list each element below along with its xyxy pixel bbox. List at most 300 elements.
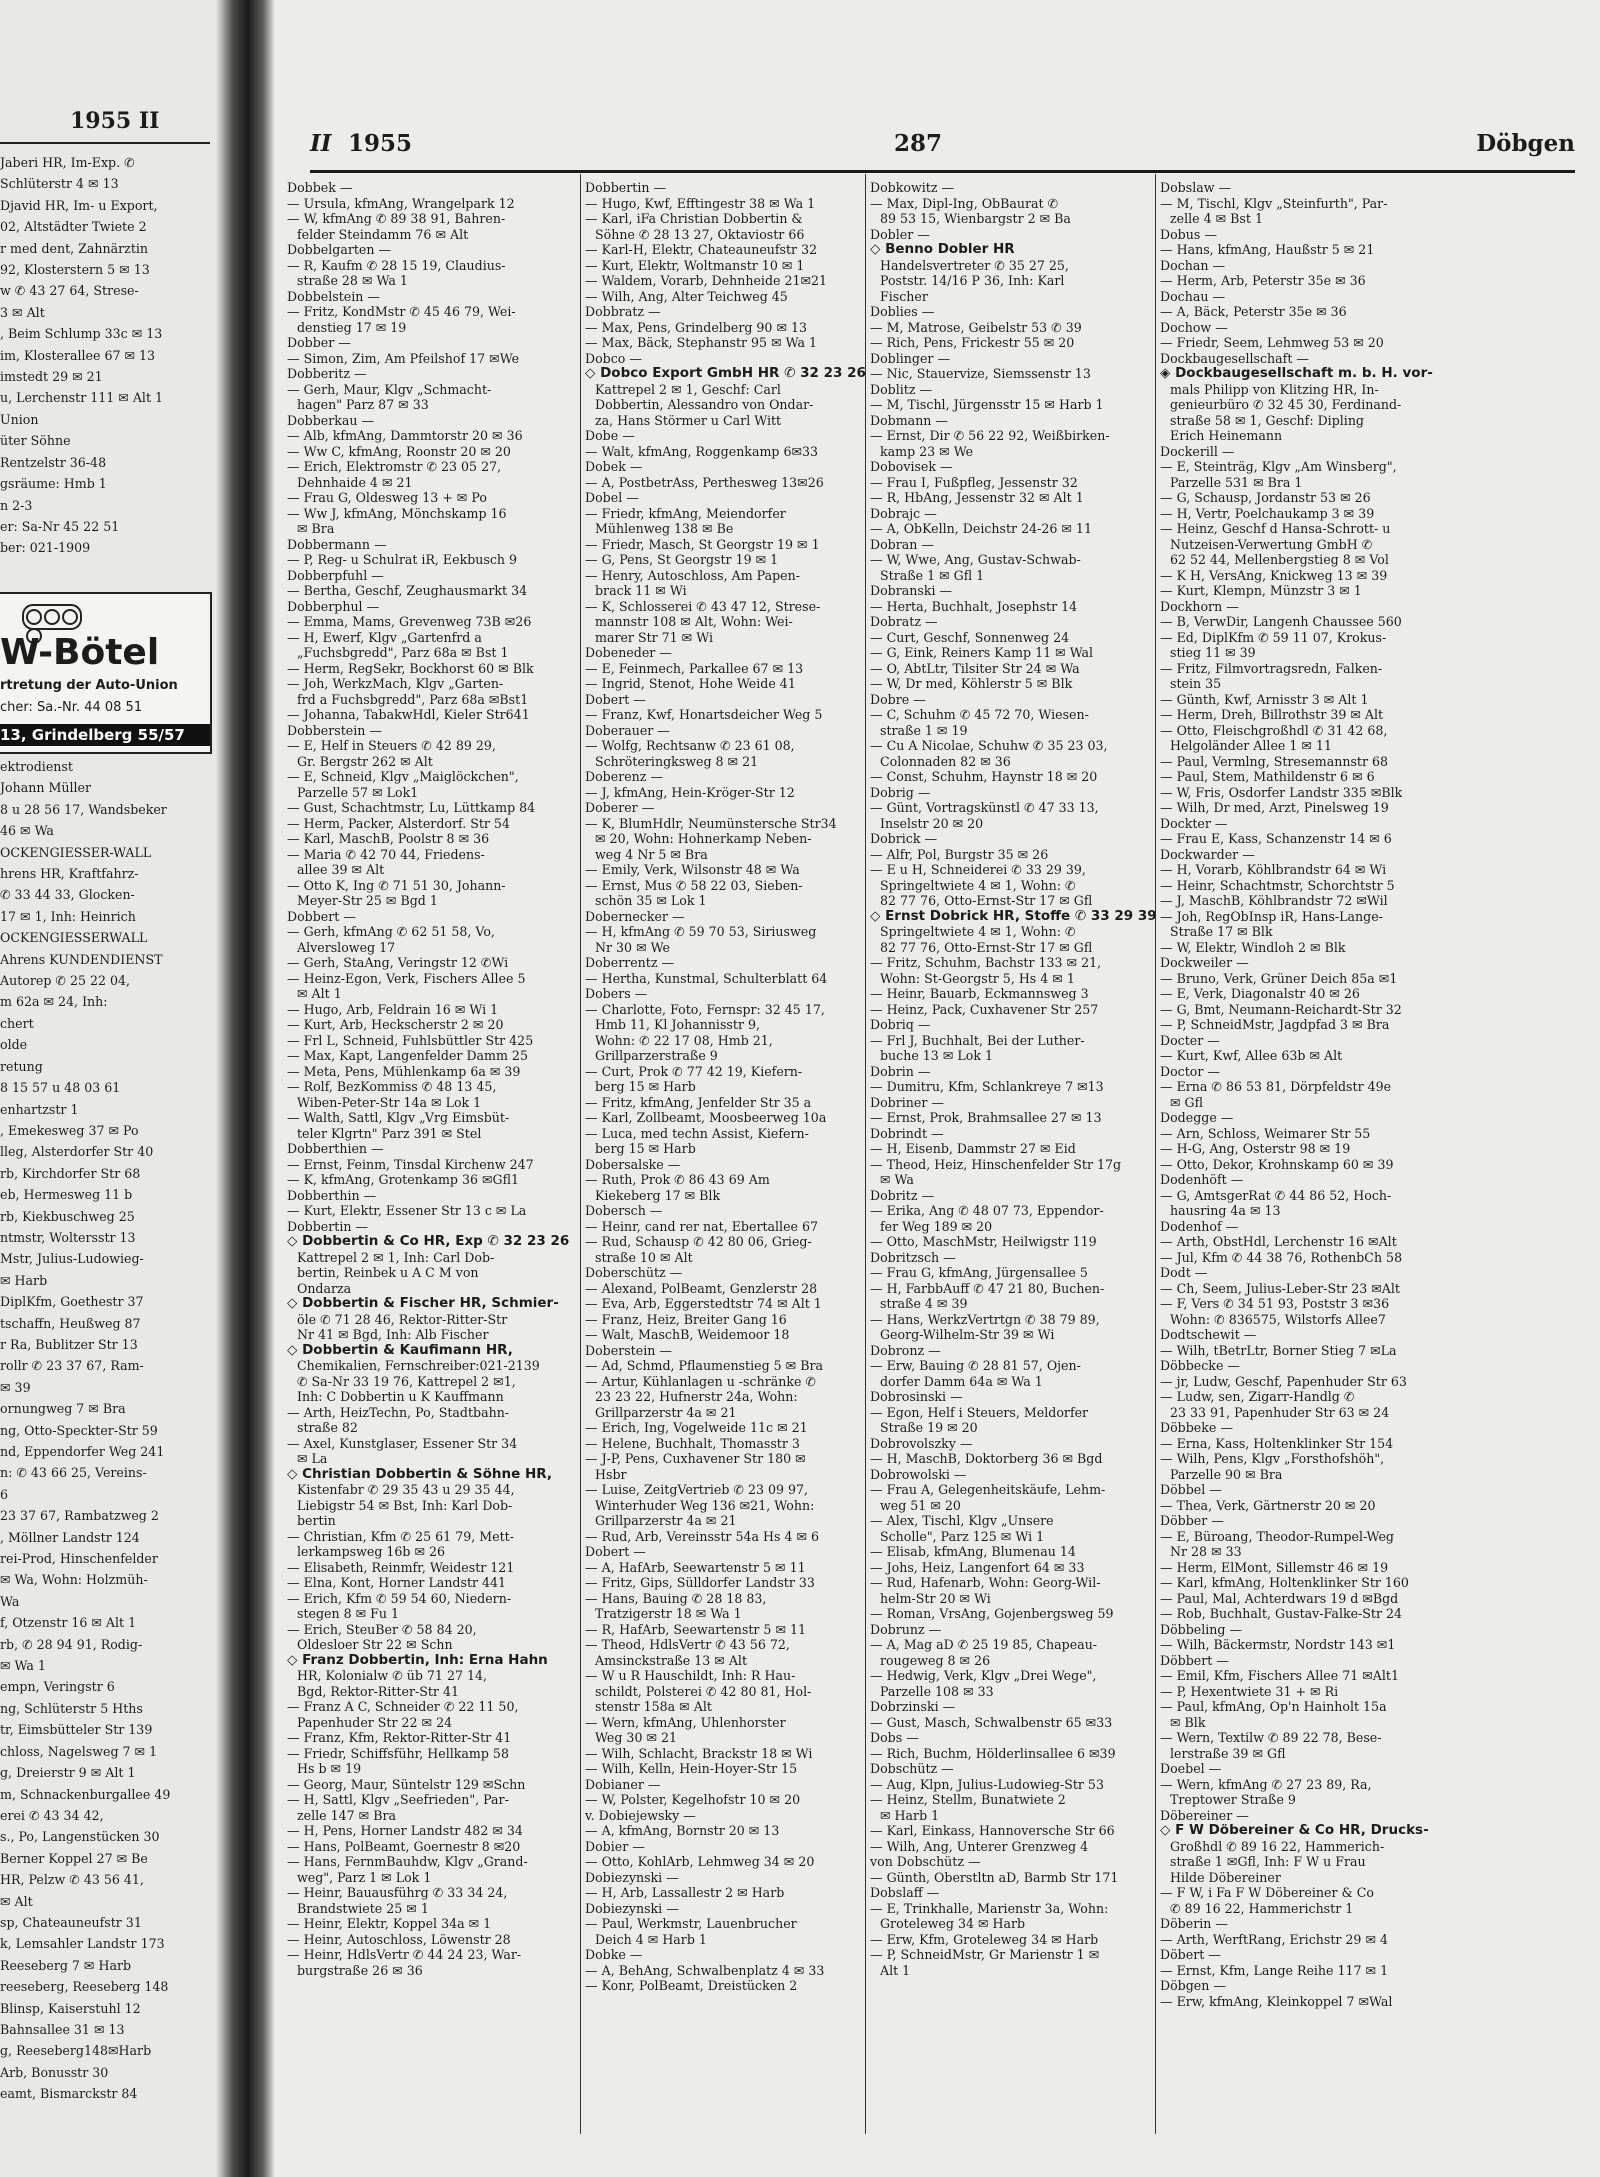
directory-column-3: [870, 180, 1160, 2130]
directory-entry-line: — Ernst, Feinm, Tinsdal Kirchenw 247: [287, 1156, 534, 1172]
directory-entry-line: — Kurt, Kwf, Allee 63b ✉ Alt: [1160, 1048, 1343, 1063]
directory-entry-line: — Fritz, KondMstr ✆ 45 46 79, Wei-: [287, 304, 516, 319]
directory-entry-line: Weg 30 ✉ 21: [595, 1730, 678, 1745]
directory-entry-line: — Otto, Dekor, Krohnskamp 60 ✉ 39: [1160, 1156, 1394, 1172]
directory-entry-line: Alt 1: [880, 1962, 911, 1978]
directory-entry-line: — A, ObKelln, Deichstr 24-26 ✉ 11: [870, 521, 1092, 536]
directory-entry-line: — Ursula, kfmAng, Wrangelpark 12: [287, 195, 515, 211]
directory-entry-line: Treptower Straße 9: [1170, 1792, 1296, 1807]
ad-company-name: W-Bötel: [0, 632, 160, 673]
directory-entry-line: ◇ Christian Dobbertin & Söhne HR,: [287, 1466, 553, 1482]
directory-entry-line: — Heinr, Bauausführg ✆ 33 34 24,: [287, 1885, 508, 1900]
directory-entry-line: olde: [0, 1037, 28, 1053]
directory-entry-line: — Arth, ObstHdl, Lerchenstr 16 ✉Alt: [1160, 1234, 1397, 1249]
directory-entry-line: — Herm, Dreh, Billrothstr 39 ✉ Alt: [1160, 707, 1384, 722]
directory-entry-line: stieg 11 ✉ 39: [1170, 645, 1256, 660]
directory-entry-line: Bgd, Rektor-Ritter-Str 41: [297, 1683, 459, 1699]
directory-entry-line: kamp 23 ✉ We: [880, 443, 974, 459]
directory-entry-line: weg 51 ✉ 20: [880, 1497, 961, 1513]
directory-entry-line: — Rud, Schausp ✆ 42 80 06, Grieg-: [585, 1234, 812, 1249]
directory-entry-line: — Friedr, Seem, Lehmweg 53 ✉ 20: [1160, 335, 1384, 350]
directory-entry-line: — E u H, Schneiderei ✆ 33 29 39,: [870, 862, 1086, 877]
directory-entry-line: — Hertha, Kunstmal, Schulterblatt 64: [585, 970, 828, 986]
directory-entry-line: DiplKfm, Goethestr 37: [0, 1294, 144, 1310]
directory-entry-line: — Ludw, sen, Zigarr-Handlg ✆: [1160, 1389, 1355, 1404]
directory-entry-line: — Frau G, Oldesweg 13 + ✉ Po: [287, 490, 487, 505]
directory-entry-line: — Roman, VrsAng, Gojenbergsweg 59: [870, 1606, 1114, 1621]
directory-entry-line: Autorep ✆ 25 22 04,: [0, 973, 131, 989]
directory-entry-line: — W, Wwe, Ang, Gustav-Schwab-: [870, 552, 1081, 567]
directory-entry-line: Dobre —: [870, 691, 926, 707]
directory-entry-line: ber: 021-1909: [0, 540, 91, 556]
directory-entry-line: — Hans, Bauing ✆ 28 18 83,: [585, 1590, 767, 1606]
directory-entry-line: im, Klosterallee 67 ✉ 13: [0, 347, 156, 363]
directory-entry-line: chloss, Nagelsweg 7 ✉ 1: [0, 1743, 158, 1759]
directory-entry-line: — Karl, kfmAng, Holtenklinker Str 160: [1160, 1575, 1409, 1590]
directory-entry-line: — Gerh, Maur, Klgv „Schmacht-: [287, 381, 492, 397]
directory-entry-line: — Walt, MaschB, Weidemoor 18: [585, 1327, 790, 1342]
directory-entry-line: — Hugo, Kwf, Efftingestr 38 ✉ Wa 1: [585, 195, 816, 211]
directory-entry-line: Parzelle 108 ✉ 33: [880, 1683, 994, 1699]
directory-entry-line: — E, Trinkhalle, Marienstr 3a, Wohn:: [870, 1900, 1109, 1916]
directory-entry-line: — Friedr, Masch, St Georgstr 19 ✉ 1: [585, 536, 820, 552]
directory-entry-line: Doberauer —: [585, 722, 670, 738]
directory-entry-line: — Cu A Nicolae, Schuhw ✆ 35 23 03,: [870, 738, 1108, 753]
directory-entry-line: Dobrzinski —: [870, 1699, 956, 1714]
directory-entry-line: Deich 4 ✉ Harb 1: [595, 1931, 707, 1947]
directory-entry-line: rollr ✆ 23 37 67, Ram-: [0, 1358, 144, 1374]
directory-entry-line: Djavid HR, Im- u Export,: [0, 197, 158, 213]
directory-entry-line: — Fritz, Filmvortragsredn, Falken-: [1160, 660, 1383, 676]
directory-entry-line: Doberenz —: [585, 769, 664, 784]
directory-entry-line: — H, Eisenb, Dammstr 27 ✉ Eid: [870, 1141, 1076, 1156]
directory-entry-line: — Bertha, Geschf, Zeughausmarkt 34: [287, 583, 528, 598]
directory-entry-line: — C, Schuhm ✆ 45 72 70, Wiesen-: [870, 707, 1089, 722]
directory-entry-line: — J, MaschB, Köhlbrandstr 72 ✉Wil: [1160, 893, 1388, 908]
directory-entry-line: — Max, Kapt, Langenfelder Damm 25: [287, 1048, 528, 1063]
directory-entry-line: Dobritz —: [870, 1187, 935, 1203]
directory-entry-line: Hmb 11, Kl Johannisstr 9,: [595, 1017, 760, 1032]
directory-entry-line: ✆ Sa-Nr 33 19 76, Kattrepel 2 ✉1,: [297, 1373, 516, 1389]
directory-entry-line: von Dobschütz —: [870, 1854, 981, 1869]
directory-entry-line: schildt, Polsterei ✆ 42 80 81, Hol-: [595, 1683, 812, 1699]
directory-entry-line: berg 15 ✉ Harb: [595, 1141, 696, 1156]
directory-entry-line: Bahnsallee 31 ✉ 13: [0, 2021, 125, 2037]
directory-entry-line: ✉ Alt 1: [297, 986, 342, 1001]
directory-entry-line: — Hedwig, Verk, Klgv „Drei Wege",: [870, 1668, 1097, 1683]
directory-entry-line: Dobschütz —: [870, 1761, 954, 1776]
directory-entry-line: eb, Hermesweg 11 b: [0, 1187, 133, 1203]
directory-entry-line: Nr 30 ✉ We: [595, 939, 670, 955]
directory-entry-line: — M, Matrose, Geibelstr 53 ✆ 39: [870, 319, 1082, 335]
directory-entry-line: — Frl J, Buchhalt, Bei der Luther-: [870, 1032, 1085, 1048]
directory-entry-line: — Herm, RegSekr, Bockhorst 60 ✉ Blk: [287, 660, 534, 676]
directory-entry-line: Hilde Döbereiner: [1170, 1869, 1281, 1885]
directory-entry-line: Meyer-Str 25 ✉ Bgd 1: [297, 893, 438, 908]
directory-entry-line: — Thea, Verk, Gärtnerstr 20 ✉ 20: [1160, 1497, 1376, 1513]
directory-entry-line: Dobianer —: [585, 1776, 661, 1792]
directory-entry-line: Chemikalien, Fernschreiber:021-2139: [297, 1358, 540, 1373]
directory-entry-line: — Konr, PolBeamt, Dreistücken 2: [585, 1978, 798, 1993]
directory-entry-line: — Heinr, Bauarb, Eckmannsweg 3: [870, 986, 1089, 1001]
directory-entry-line: — Curt, Prok ✆ 77 42 19, Kiefern-: [585, 1063, 803, 1079]
directory-entry-line: Dodenhof —: [1160, 1218, 1239, 1234]
directory-entry-line: — O, AbtLtr, Tilsiter Str 24 ✉ Wa: [870, 660, 1080, 676]
directory-entry-line: Reeseberg 7 ✉ Harb: [0, 1957, 132, 1973]
directory-entry-line: imstedt 29 ✉ 21: [0, 369, 103, 385]
directory-entry-line: weg", Parz 1 ✉ Lok 1: [297, 1869, 432, 1885]
auto-union-ad: [0, 592, 212, 754]
directory-entry-line: Dobrin —: [870, 1063, 931, 1079]
directory-entry-line: straße 58 ✉ 1, Geschf: Dipling: [1170, 412, 1364, 428]
ad-subtitle: rtretung der Auto-Union: [0, 678, 178, 693]
directory-entry-line: — G, Bmt, Neumann-Reichardt-Str 32: [1160, 1001, 1402, 1017]
directory-entry-line: — Kurt, Elektr, Essener Str 13 c ✉ La: [287, 1203, 527, 1218]
directory-entry-line: erei ✆ 43 34 42,: [0, 1807, 104, 1823]
directory-entry-line: , Emekesweg 37 ✉ Po: [0, 1122, 139, 1138]
directory-entry-line: Dobber —: [287, 335, 351, 350]
directory-entry-line: ✆ 33 44 33, Glocken-: [0, 887, 135, 903]
directory-entry-line: brack 11 ✉ Wi: [595, 583, 687, 598]
directory-entry-line: Dobran —: [870, 536, 934, 552]
directory-entry-line: 8 15 57 u 48 03 61: [0, 1080, 121, 1096]
directory-entry-line: — F W, i Fa F W Döbereiner & Co: [1160, 1885, 1374, 1900]
directory-entry-line: „Fuchsbgredd", Parz 68a ✉ Bst 1: [297, 645, 509, 660]
directory-entry-line: — Erika, Ang ✆ 48 07 73, Eppendor-: [870, 1203, 1104, 1218]
directory-entry-line: — E, Helf in Steuers ✆ 42 89 29,: [287, 738, 496, 753]
directory-entry-line: — Arth, HeizTechn, Po, Stadtbahn-: [287, 1404, 510, 1420]
left-page-entries-top: [0, 152, 212, 559]
header-keyword: Döbgen: [1476, 130, 1575, 157]
directory-entry-line: mannstr 108 ✉ Alt, Wohn: Wei-: [595, 614, 793, 629]
directory-entry-line: Springeltwiete 4 ✉ 1, Wohn: ✆: [880, 877, 1076, 893]
directory-entry-line: — Hans, WerkzVertrtgn ✆ 38 79 89,: [870, 1311, 1100, 1327]
directory-entry-line: Wohn: ✆ 836575, Wilstorfs Allee7: [1170, 1311, 1386, 1327]
directory-entry-line: — K, BlumHdlr, Neumünstersche Str34: [585, 815, 837, 831]
directory-column-4: [1160, 180, 1450, 2130]
directory-entry-line: — E, Schneid, Klgv „Maiglöckchen",: [287, 769, 519, 784]
directory-entry-line: Dobco —: [585, 350, 642, 366]
directory-entry-line: — Meta, Pens, Mühlenkamp 6a ✉ 39: [287, 1063, 521, 1079]
directory-entry-line: Doberrentz —: [585, 955, 675, 970]
directory-entry-line: Dobratz —: [870, 614, 938, 629]
directory-entry-line: OCKENGIESSERWALL: [0, 930, 148, 946]
directory-entry-line: — Otto K, Ing ✆ 71 51 30, Johann-: [287, 877, 506, 893]
directory-entry-line: — Walt, kfmAng, Roggenkamp 6✉33: [585, 443, 819, 459]
directory-entry-line: Söhne ✆ 28 13 27, Oktaviostr 66: [595, 226, 805, 242]
directory-entry-line: — Wilh, Bäckermstr, Nordstr 143 ✉1: [1160, 1637, 1396, 1652]
directory-entry-line: — Wolfg, Rechtsanw ✆ 23 61 08,: [585, 738, 795, 753]
directory-entry-line: — Heinr, Autoschloss, Löwenstr 28: [287, 1931, 511, 1947]
directory-entry-line: — Georg, Maur, Süntelstr 129 ✉Schn: [287, 1776, 526, 1792]
directory-entry-line: — Alb, kfmAng, Dammtorstr 20 ✉ 36: [287, 428, 523, 443]
directory-entry-line: hausring 4a ✉ 13: [1170, 1203, 1281, 1218]
directory-entry-line: Ahrens KUNDENDIENST: [0, 951, 163, 967]
directory-entry-line: — Ernst, Dir ✆ 56 22 92, Weißbirken-: [870, 428, 1110, 443]
directory-entry-line: Grillparzerstr 4a ✉ 21: [595, 1513, 737, 1528]
directory-entry-line: — Heinz, Geschf d Hansa-Schrott- u: [1160, 521, 1391, 536]
directory-entry-line: Doblinger —: [870, 350, 951, 366]
directory-entry-line: empn, Veringstr 6: [0, 1679, 115, 1695]
directory-entry-line: — Hugo, Arb, Feldrain 16 ✉ Wi 1: [287, 1001, 499, 1017]
directory-entry-line: — Aug, Klpn, Julius-Ludowieg-Str 53: [870, 1776, 1104, 1792]
directory-entry-line: Grillparzerstraße 9: [595, 1048, 718, 1063]
directory-entry-line: Döbber —: [1160, 1513, 1224, 1528]
directory-entry-line: — A, kfmAng, Bornstr 20 ✉ 13: [585, 1823, 780, 1838]
directory-entry-line: Dobke —: [585, 1947, 643, 1962]
directory-entry-line: — Alex, Tischl, Klgv „Unsere: [870, 1513, 1054, 1528]
directory-entry-line: Dobmann —: [870, 412, 949, 428]
directory-entry-line: — Paul, Werkmstr, Lauenbrucher: [585, 1916, 797, 1931]
directory-entry-line: Dobert —: [585, 1544, 646, 1559]
directory-entry-line: — W, Elektr, Windloh 2 ✉ Blk: [1160, 939, 1346, 955]
directory-entry-line: r Ra, Bublitzer Str 13: [0, 1336, 138, 1352]
directory-entry-line: ✉ Harb 1: [880, 1807, 940, 1823]
directory-entry-line: rb, ✆ 28 94 91, Rodig-: [0, 1636, 143, 1652]
directory-entry-line: Georg-Wilhelm-Str 39 ✉ Wi: [880, 1327, 1055, 1342]
directory-entry-line: — Karl, Einkass, Hannoversche Str 66: [870, 1823, 1115, 1838]
directory-entry-line: Dobeneder —: [585, 645, 672, 660]
directory-entry-line: Doberstein —: [585, 1342, 672, 1358]
directory-entry-line: — Simon, Zim, Am Pfeilshof 17 ✉We: [287, 350, 520, 366]
left-page-header: 1955 II: [70, 108, 160, 134]
directory-entry-line: — Frau E, Kass, Schanzenstr 14 ✉ 6: [1160, 831, 1392, 846]
directory-entry-line: Nutzeisen-Verwertung GmbH ✆: [1170, 536, 1373, 552]
directory-entry-line: — Friedr, kfmAng, Meiendorfer: [585, 505, 786, 521]
directory-entry-line: — Charlotte, Foto, Fernspr: 32 45 17,: [585, 1001, 825, 1017]
directory-entry-line: straße 1 ✉ 19: [880, 722, 968, 738]
directory-entry-line: Dobbelgarten —: [287, 242, 392, 257]
directory-entry-line: — E, Verk, Diagonalstr 40 ✉ 26: [1160, 986, 1360, 1001]
directory-entry-line: lerkampsweg 16b ✉ 26: [297, 1544, 446, 1559]
directory-entry-line: — Luca, med techn Assist, Kiefern-: [585, 1125, 809, 1141]
directory-entry-line: — Wern, kfmAng ✆ 27 23 89, Ra,: [1160, 1776, 1372, 1792]
directory-entry-line: — K H, VersAng, Knickweg 13 ✉ 39: [1160, 567, 1388, 583]
directory-entry-line: Dobrig —: [870, 784, 931, 800]
directory-entry-line: — Max, Dipl-Ing, ObBaurat ✆: [870, 195, 1059, 211]
directory-entry-line: Döbgen —: [1160, 1978, 1226, 1993]
directory-entry-line: — H, Vertr, Poelchaukamp 3 ✉ 39: [1160, 505, 1375, 521]
directory-entry-line: — Ww C, kfmAng, Roonstr 20 ✉ 20: [287, 443, 511, 459]
directory-entry-line: — Frau G, kfmAng, Jürgensallee 5: [870, 1265, 1088, 1280]
directory-entry-line: — W u R Hauschildt, Inh: R Hau-: [585, 1668, 796, 1683]
directory-entry-line: Dochow —: [1160, 319, 1228, 335]
directory-entry-line: — Erich, SteuBer ✆ 58 84 20,: [287, 1621, 477, 1637]
directory-entry-line: — Günth, Oberstltn aD, Barmb Str 171: [870, 1869, 1119, 1885]
directory-entry-line: straße 10 ✉ Alt: [595, 1249, 693, 1265]
directory-entry-line: — Otto, Fleischgroßhdl ✆ 31 42 68,: [1160, 722, 1388, 738]
directory-entry-line: Erich Heinemann: [1170, 428, 1283, 443]
directory-entry-line: Dockbaugesellschaft —: [1160, 350, 1309, 366]
directory-entry-line: Arb, Bonusstr 30: [0, 2064, 109, 2080]
directory-entry-line: 46 ✉ Wa: [0, 823, 54, 839]
directory-entry-line: 17 ✉ 1, Inh: Heinrich: [0, 908, 136, 924]
ad-address: 13, Grindelberg 55/57: [0, 724, 210, 746]
directory-entry-line: ✉ Wa 1: [0, 1658, 46, 1674]
directory-entry-line: — J-P, Pens, Cuxhavener Str 180 ✉: [585, 1451, 806, 1466]
directory-entry-line: — A, Mag aD ✆ 25 19 85, Chapeau-: [870, 1637, 1098, 1652]
directory-entry-line: Döbereiner —: [1160, 1807, 1249, 1823]
directory-entry-line: Dobberitz —: [287, 366, 367, 381]
directory-entry-line: Döbbecke —: [1160, 1358, 1240, 1373]
directory-entry-line: straße 4 ✉ 39: [880, 1296, 968, 1311]
directory-entry-line: — Johanna, TabakwHdl, Kieler Str641: [287, 707, 530, 722]
directory-entry-line: Brandstwiete 25 ✉ 1: [297, 1900, 429, 1916]
directory-entry-line: — Elisabeth, Reinmfr, Weidestr 121: [287, 1559, 515, 1575]
directory-entry-line: g, Reeseberg148✉Harb: [0, 2043, 152, 2059]
directory-entry-line: Dobbek —: [287, 180, 353, 195]
directory-entry-line: — Gerh, kfmAng ✆ 62 51 58, Vo,: [287, 924, 495, 939]
directory-entry-line: Dobbermann —: [287, 536, 387, 552]
directory-entry-line: Parzelle 531 ✉ Bra 1: [1170, 474, 1303, 490]
directory-entry-line: Dobers —: [585, 986, 648, 1001]
directory-entry-line: — Paul, Mal, Achterdwars 19 d ✉Bgd: [1160, 1590, 1399, 1606]
directory-entry-line: — E, Steinträg, Klgv „Am Winsberg",: [1160, 459, 1397, 474]
directory-entry-line: Dobel —: [585, 490, 639, 505]
directory-entry-line: — E, Feinmech, Parkallee 67 ✉ 13: [585, 660, 804, 676]
directory-entry-line: Springeltwiete 4 ✉ 1, Wohn: ✆: [880, 924, 1076, 939]
directory-entry-line: Wiben-Peter-Str 14a ✉ Lok 1: [297, 1094, 482, 1110]
directory-entry-line: — Ingrid, Stenot, Hohe Weide 41: [585, 676, 796, 691]
directory-entry-line: berg 15 ✉ Harb: [595, 1079, 696, 1094]
left-page-rule: [0, 142, 210, 144]
directory-entry-line: s., Po, Langenstücken 30: [0, 1829, 160, 1845]
directory-entry-line: ✉ Harb: [0, 1272, 48, 1288]
directory-entry-line: — Joh, WerkzMach, Klgv „Garten-: [287, 676, 504, 691]
directory-entry-line: frd a Fuchsbgredd", Parz 68a ✉Bst1: [297, 691, 529, 707]
directory-entry-line: — B, VerwDir, Langenh Chaussee 560: [1160, 614, 1402, 629]
directory-entry-line: — Theod, HdlsVertr ✆ 43 56 72,: [585, 1637, 790, 1652]
directory-entry-line: — H, Sattl, Klgv „Seefrieden", Par-: [287, 1792, 509, 1807]
header-year: 1955: [348, 130, 413, 157]
directory-entry-line: — Artur, Kühlanlagen u -schränke ✆: [585, 1373, 816, 1389]
directory-entry-line: Dobrajc —: [870, 505, 937, 521]
directory-entry-line: Dobranski —: [870, 583, 953, 598]
directory-entry-line: — Elna, Kont, Horner Landstr 441: [287, 1575, 507, 1590]
directory-entry-line: — Erna, Kass, Holtenklinker Str 154: [1160, 1435, 1394, 1451]
directory-entry-line: , Beim Schlump 33c ✉ 13: [0, 326, 163, 342]
directory-entry-line: Dodtschewit —: [1160, 1327, 1257, 1342]
directory-entry-line: — Nic, Stauervize, Siemssenstr 13: [870, 366, 1091, 381]
directory-entry-line: — Erw, Kfm, Groteleweg 34 ✉ Harb: [870, 1931, 1099, 1947]
directory-entry-line: stegen 8 ✉ Fu 1: [297, 1606, 400, 1621]
directory-entry-line: — Heinr, HdlsVertr ✆ 44 24 23, War-: [287, 1947, 522, 1962]
page-number: 287: [894, 130, 943, 157]
directory-entry-line: Dockhorn —: [1160, 598, 1239, 614]
directory-entry-line: denstieg 17 ✉ 19: [297, 319, 407, 335]
directory-entry-line: bertin, Reinbek u A C M von: [297, 1265, 479, 1280]
directory-entry-line: rb, Kirchdorfer Str 68: [0, 1165, 141, 1181]
directory-entry-line: ◇ Benno Dobler HR: [870, 242, 1015, 257]
directory-entry-line: Dobek —: [585, 459, 643, 474]
directory-entry-line: — F, Vers ✆ 34 51 93, Poststr 3 ✉36: [1160, 1296, 1390, 1311]
directory-entry-line: Dobbertin —: [585, 180, 667, 195]
directory-entry-line: — Günth, Kwf, Arnisstr 3 ✉ Alt 1: [1160, 691, 1369, 707]
directory-entry-line: — J, kfmAng, Hein-Kröger-Str 12: [585, 784, 795, 800]
directory-entry-line: — Bruno, Verk, Grüner Deich 85a ✉1: [1160, 970, 1398, 986]
directory-entry-line: Groteleweg 34 ✉ Harb: [880, 1916, 1026, 1931]
auto-union-logo-icon: [22, 604, 82, 630]
directory-entry-line: Dodenhöft —: [1160, 1172, 1244, 1187]
directory-entry-line: Dobus —: [1160, 226, 1217, 242]
directory-entry-line: Wohn: St-Georgstr 5, Hs 4 ✉ 1: [880, 970, 1075, 986]
directory-entry-line: Dobberthien —: [287, 1141, 384, 1156]
directory-entry-line: — Fritz, Schuhm, Bachstr 133 ✉ 21,: [870, 955, 1102, 970]
directory-entry-line: — Egon, Helf i Steuers, Meldorfer: [870, 1404, 1089, 1420]
directory-entry-line: ◈ Dockbaugesellschaft m. b. H. vor-: [1160, 366, 1433, 381]
directory-entry-line: 23 37 67, Rambatzweg 2: [0, 1508, 159, 1524]
directory-entry-line: 82 77 76, Otto-Ernst-Str 17 ✉ Gfl: [880, 939, 1093, 955]
directory-entry-line: — W, Polster, Kegelhofstr 10 ✉ 20: [585, 1792, 801, 1807]
directory-entry-line: — Emily, Verk, Wilsonstr 48 ✉ Wa: [585, 862, 800, 877]
directory-entry-line: mals Philipp von Klitzing HR, In-: [1170, 381, 1379, 397]
directory-entry-line: Mühlenweg 138 ✉ Be: [595, 521, 734, 536]
directory-entry-line: — Kurt, Arb, Heckscherstr 2 ✉ 20: [287, 1017, 504, 1032]
directory-entry-line: — A, Bäck, Peterstr 35e ✉ 36: [1160, 304, 1347, 319]
directory-entry-line: Papenhuder Str 22 ✉ 24: [297, 1714, 453, 1730]
directory-entry-line: — Hans, FernmBauhdw, Klgv „Grand-: [287, 1854, 528, 1869]
directory-entry-line: Dobrosinski —: [870, 1389, 963, 1404]
directory-entry-line: Dobriq —: [870, 1017, 931, 1032]
directory-entry-line: Oldesloer Str 22 ✉ Schn: [297, 1637, 453, 1652]
directory-entry-line: weg 4 Nr 5 ✉ Bra: [595, 846, 708, 862]
directory-entry-line: w ✆ 43 27 64, Strese-: [0, 283, 139, 299]
directory-entry-line: Straße 19 ✉ 20: [880, 1420, 978, 1435]
header-rule: [310, 170, 1575, 173]
directory-entry-line: 02, Altstädter Twiete 2: [0, 219, 147, 235]
directory-entry-line: Amsinckstraße 13 ✉ Alt: [595, 1652, 748, 1668]
directory-entry-line: lleg, Alsterdorfer Str 40: [0, 1144, 154, 1160]
directory-entry-line: — Walth, Sattl, Klgv „Vrg Eimsbüt-: [287, 1110, 510, 1125]
directory-entry-line: Johann Müller: [0, 780, 92, 796]
directory-entry-line: — Dumitru, Kfm, Schlankreye 7 ✉13: [870, 1079, 1104, 1094]
directory-entry-line: helm-Str 20 ✉ Wi: [880, 1590, 991, 1606]
directory-entry-line: Doberschütz —: [585, 1265, 683, 1280]
directory-entry-line: Fischer: [880, 288, 928, 304]
directory-entry-line: ✉ Bra: [297, 521, 335, 536]
directory-entry-line: — Kurt, Elektr, Woltmanstr 10 ✉ 1: [585, 257, 805, 273]
directory-entry-line: Dobbelstein —: [287, 288, 380, 304]
directory-entry-line: — Rolf, BezKommiss ✆ 48 13 45,: [287, 1079, 497, 1094]
directory-entry-line: ✉ Blk: [1170, 1714, 1206, 1730]
directory-entry-line: — Paul, kfmAng, Op'n Hainholt 15a: [1160, 1699, 1387, 1714]
directory-entry-line: Kattrepel 2 ✉ 1, Inh: Carl Dob-: [297, 1249, 495, 1265]
directory-entry-line: bertin: [297, 1513, 336, 1528]
directory-entry-line: — H, Ewerf, Klgv „Gartenfrd a: [287, 629, 482, 645]
directory-entry-line: 92, Klosterstern 5 ✉ 13: [0, 262, 150, 278]
directory-entry-line: Dodegge —: [1160, 1110, 1234, 1125]
directory-entry-line: Großhdl ✆ 89 16 22, Hammerich-: [1170, 1838, 1385, 1854]
directory-entry-line: felder Steindamm 76 ✉ Alt: [297, 226, 469, 242]
directory-entry-line: Dobritzsch —: [870, 1249, 956, 1265]
directory-entry-line: Hsbr: [595, 1466, 627, 1482]
directory-entry-line: Wohn: ✆ 22 17 08, Hmb 21,: [595, 1032, 773, 1048]
directory-entry-line: Doebel —: [1160, 1761, 1222, 1776]
directory-entry-line: ektrodienst: [0, 759, 73, 774]
directory-entry-line: 8 u 28 56 17, Wandsbeker: [0, 801, 167, 817]
directory-entry-line: — Franz, Heiz, Breiter Gang 16: [585, 1311, 787, 1327]
directory-entry-line: Dobbratz —: [585, 304, 661, 319]
directory-entry-line: — Alfr, Pol, Burgstr 35 ✉ 26: [870, 846, 1049, 862]
directory-entry-line: — Erich, Ing, Vogelweide 11c ✉ 21: [585, 1420, 808, 1435]
directory-entry-line: Union: [0, 411, 39, 427]
directory-entry-line: Dobrunz —: [870, 1621, 942, 1637]
directory-entry-line: f, Otzenstr 16 ✉ Alt 1: [0, 1615, 137, 1631]
directory-entry-line: Döberin —: [1160, 1916, 1228, 1931]
directory-entry-line: enhartzstr 1: [0, 1101, 79, 1117]
directory-entry-line: Dochan —: [1160, 257, 1226, 273]
directory-entry-line: Kiekeberg 17 ✉ Blk: [595, 1187, 721, 1203]
